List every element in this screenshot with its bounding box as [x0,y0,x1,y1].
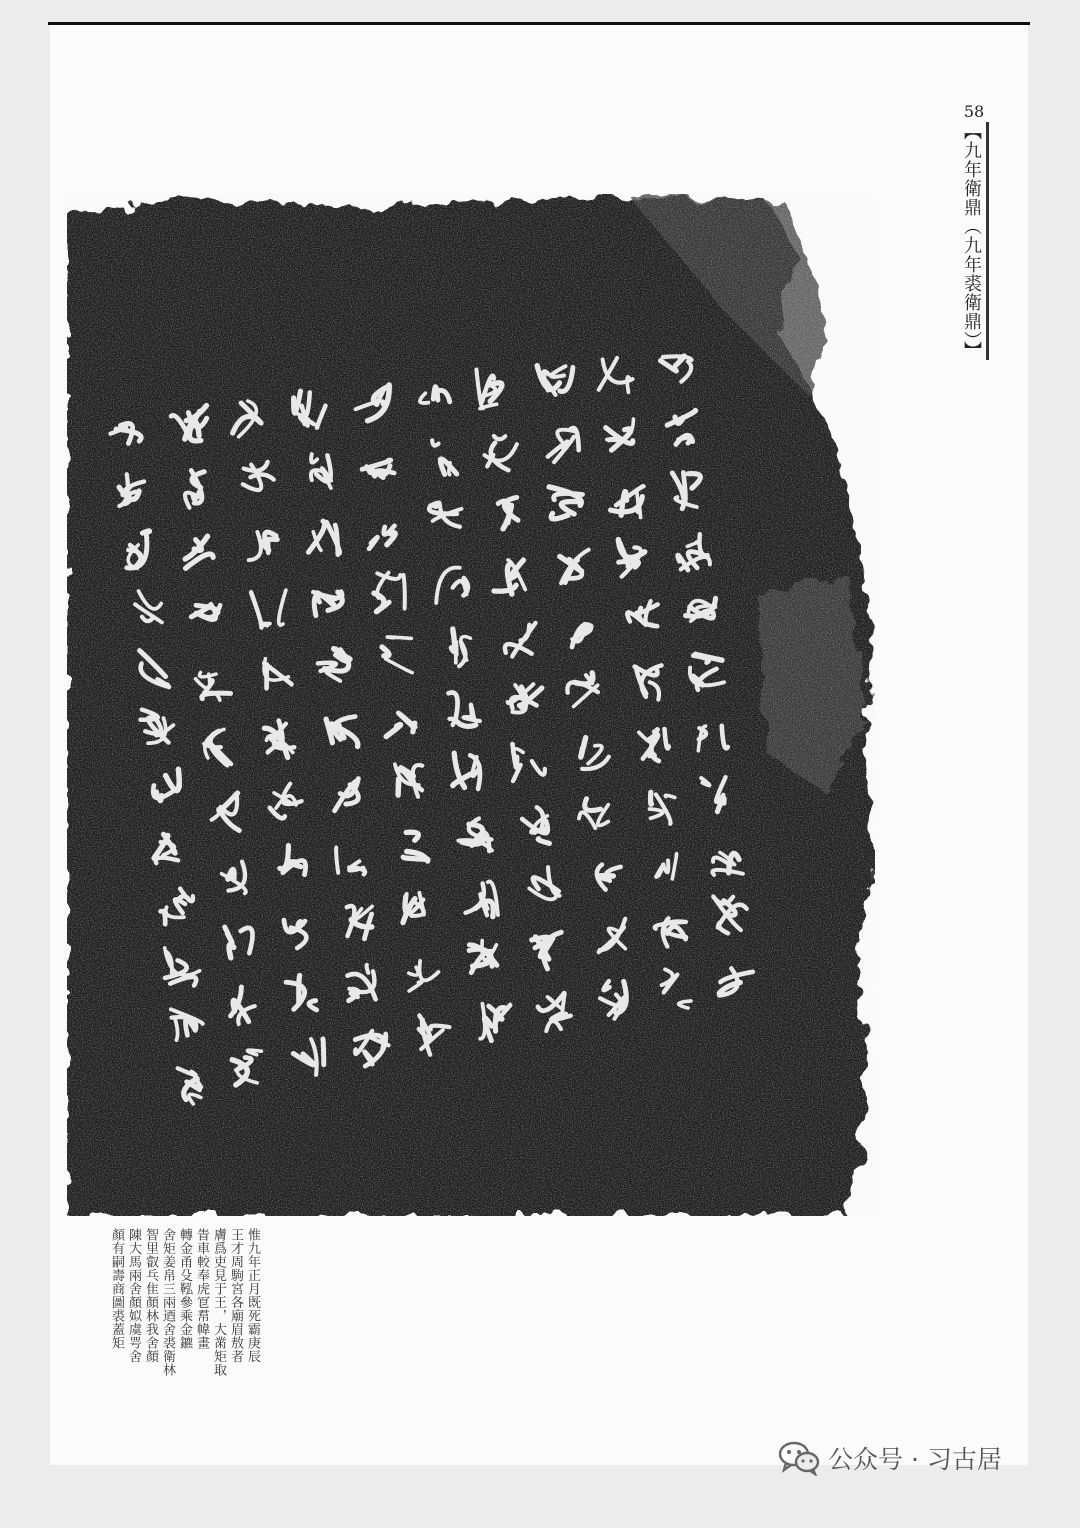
glyph-stroke [143,531,150,533]
wechat-icon [778,1440,820,1476]
glyph-stroke [651,792,652,804]
glyph-stroke [387,637,411,639]
transcription-caption [108,1228,261,1388]
caption-line: 舍矩姜帛三兩迺舍裘衛林 [160,1228,175,1377]
caption-line: 顏有嗣壽商圖裘蓋矩 [109,1228,124,1350]
glyph-stroke [404,575,405,609]
glyph-stroke [261,624,270,626]
glyph-stroke [323,1039,324,1065]
glyph-stroke [289,862,301,867]
glyph-stroke [471,705,474,719]
page-title: 【九年衛鼎（九年裘衛鼎）】 [958,122,989,360]
glyph-stroke [175,1020,177,1040]
watermark [778,1436,1002,1480]
glyph-stroke [335,525,338,555]
rubbing-image [67,194,875,1216]
caption-line: 眚車較奉虎冟帬幃畫 [194,1228,209,1350]
glyph-stroke [456,642,457,663]
glyph-stroke [403,857,428,859]
glyph-stroke [637,492,639,512]
watermark-text: 公众号 · 习古居 [828,1445,1002,1474]
inscription-rubbing [67,194,875,1216]
caption-line: 智里叡乓隹顏林我舍顏 [143,1228,158,1363]
glyph-stroke [398,779,399,795]
glyph-stroke [697,606,715,608]
caption-line: 王才周駒宮各廟眉敖者 [228,1228,243,1363]
glyph-stroke [665,795,675,797]
page-number: 58 [963,102,985,121]
glyph-stroke [367,965,369,973]
glyph-stroke [299,976,300,1004]
glyph-stroke [336,848,338,873]
caption-line: 轉金甬殳鞃參乘金鑣 [177,1228,192,1350]
caption-line: 陳大馬兩舍顏姒虞咢舍 [126,1228,141,1363]
caption-line: 膚爲吏見于王，大黹矩取 [211,1228,226,1377]
caption-line: 惟九年正月既死霸庚辰 [245,1228,260,1363]
